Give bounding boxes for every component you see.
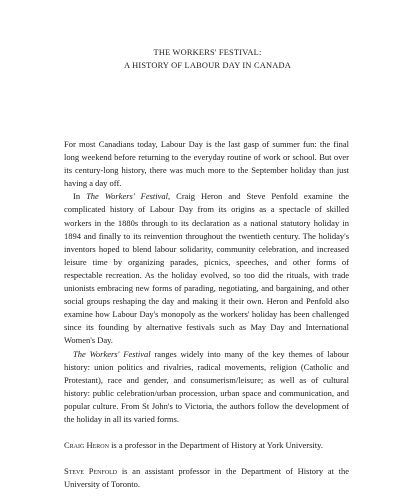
paragraph-overview-text: , Craig Heron and Steve Penfold examine the complicated history of Labour Day from its origins as a spectacle of skilled workers in the 1880s through to its declaration as a national statutory holiday in 1894 and finally to its reinvention throughout the twentieth century. The holiday's inventors hoped to blend labour solidarity, community celebration, and increased leisure time by organizing parades, picnics, speeches, and other forms of respectable recreation. As the holiday evolved, so too did the rituals, with trade unionists embracing new forms of parading, negotiating, and bargaining, and other social groups reshaping the day and making it their own. Heron and Penfold also examine how Labour Day's monopoly as the workers' holiday has been challenged since its founding by alternative festivals such as May Day and International Women's Day. xyxy=(64,191,349,346)
book-title-italic: The Workers' Festival xyxy=(86,191,169,202)
title-line-2: A HISTORY OF LABOUR DAY IN CANADA xyxy=(124,60,291,70)
paragraph-overview xyxy=(64,190,349,347)
author-bio-heron-text: is a professor in the Department of History at York University. xyxy=(108,440,323,451)
paragraph-themes-text: ranges widely into many of the key themes of labour history: union politics and rivalries, radical movements, religion (Catholic and Protestant), race and gender, and consumerism/leisure; as well as of cultural history: public celebration/urban procession, urban space and communication, and popular culture. From St John's to Victoria, the authors follow the development of the holiday in all its varied forms. xyxy=(64,348,349,424)
author-bio-penfold xyxy=(64,465,349,491)
author-name-heron: Craig Heron xyxy=(64,440,109,451)
author-bio-heron xyxy=(64,439,349,452)
paragraph-themes xyxy=(64,348,349,427)
author-bio-penfold-text: is an assistant professor in the Department of History at the University of Toronto. xyxy=(64,466,350,490)
title-line-1: THE WORKERS' FESTIVAL: xyxy=(153,48,262,57)
book-title-italic: The Workers' Festival xyxy=(73,348,151,359)
paragraph-intro: For most Canadians today, Labour Day is the last gasp of summer fun: the final long weekend before returning to the everyday routine of work or school. But over its century-long history, there was much more to the September holiday than just having a day off. xyxy=(64,139,349,189)
paragraph-overview-lead: In xyxy=(73,191,87,202)
author-name-penfold: Steve Penfold xyxy=(64,466,118,477)
book-title xyxy=(0,47,415,72)
description-body xyxy=(64,138,349,491)
